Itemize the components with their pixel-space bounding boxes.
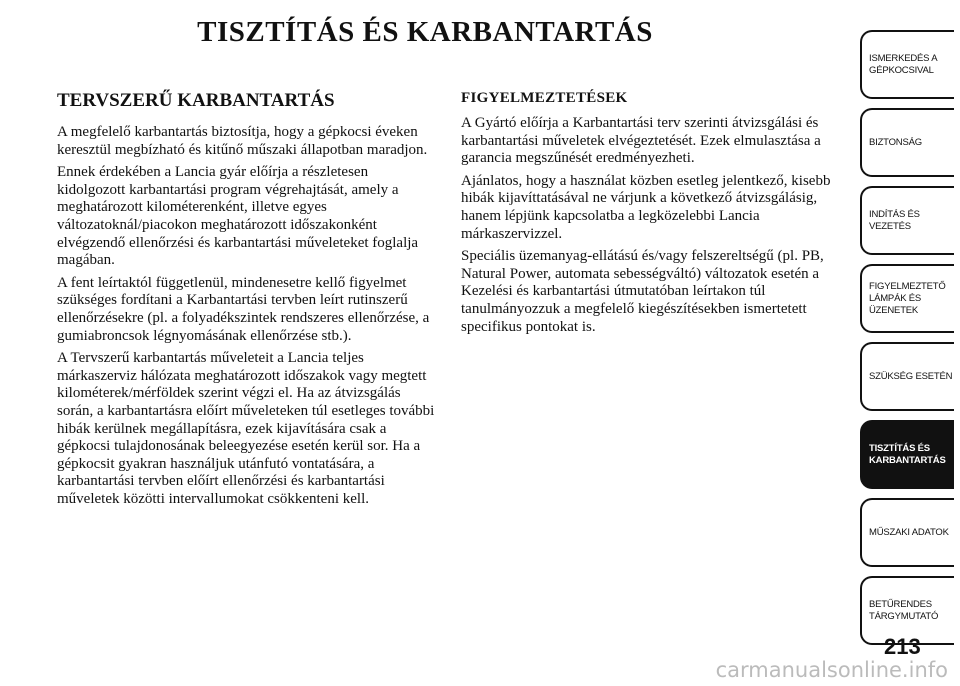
page-number: 213 <box>884 634 921 659</box>
section-heading: TERVSZERŰ KARBANTARTÁS <box>57 90 335 111</box>
tab-figyelmezteto[interactable]: FIGYELMEZTETŐ LÁMPÁK ÉS ÜZENETEK <box>860 264 954 333</box>
paragraph: A Tervszerű karbantartás műveleteit a Lancia teljes márkaszerviz hálózata meghatározott időszakok vagy megtett kilométerek/mérföldek szerint végzi el. Ha az átvizsgálás során, a karbantartásra előírt műveleteken túl esetleges további hibák kerülnek megállapításra, ezek kijavítására csak a gépkocsi tulajdonosának beleegyezése esetén kerül sor. Ha a gépkocsit gyakran használjuk utánfutó vontatására, a karbantartási tervben előírt ellenőrzési és karbantartási műveletek közötti intervallumokat csökkenteni kell. <box>57 350 435 507</box>
chapter-tabs <box>860 30 954 654</box>
left-column <box>57 90 437 513</box>
tab-szukseg-eseten[interactable]: SZÜKSÉG ESETÉN <box>860 342 954 411</box>
paragraph: A fent leírtaktól függetlenül, mindenesetre kellő figyelmet szükséges fordítani a Karbantartási tervben leírt rutinszerű ellenőrzésekre (pl. a folyadékszintek rendszeres ellenőrzése, a gumiabroncsok légnyomásának ellenőrzése stb.). <box>57 274 430 344</box>
warnings-heading: FIGYELMEZTETÉSEK <box>461 90 628 106</box>
paragraph: A Gyártó előírja a Karbantartási terv szerinti átvizsgálási és karbantartási műveletek elvégeztetését. Ezek elmulasztása a garancia megszűnését eredményezheti. <box>461 115 821 167</box>
tab-inditas[interactable]: INDÍTÁS ÉS VEZETÉS <box>860 186 954 255</box>
tab-biztonsag[interactable]: BIZTONSÁG <box>860 108 954 177</box>
paragraph: Ennek érdekében a Lancia gyár előírja a részletesen kidolgozott karbantartási program végrehajtását, amely a meghatározott kilométerenként, illetve egyes változatoknál/piacokon meghatározott időszakonként elvégzendő ellenőrzési és karbantartási műveleteket foglalja magában. <box>57 164 419 269</box>
tab-ismerkedes[interactable]: ISMERKEDÉS A GÉPKOCSIVAL <box>860 30 954 99</box>
paragraph: A megfelelő karbantartás biztosítja, hogy a gépkocsi éveken keresztül megbízható és kitűnő műszaki állapotban maradjon. <box>57 124 428 158</box>
page-title: TISZTÍTÁS ÉS KARBANTARTÁS <box>197 16 653 48</box>
paragraph: Ajánlatos, hogy a használat közben esetleg jelentkező, kisebb hibák kijavíttatásával ne várjunk a következő átvizsgálásig, hanem lépjünk kapcsolatba a legközelebbi Lancia márkaszervizzel. <box>461 172 831 242</box>
tab-muszaki-adatok[interactable]: MŰSZAKI ADATOK <box>860 498 954 567</box>
right-column <box>461 90 841 341</box>
paragraph: Speciális üzemanyag-ellátású és/vagy felszereltségű (pl. PB, Natural Power, automata sebességváltó) változatok esetén a Kezelési és karbantartási útmutatóban leírtakon túl tanulmányozzuk a megfelelő kiegészítésekben ismertetett specifikus pontokat is. <box>461 248 824 335</box>
tab-tisztitas-active[interactable]: TISZTÍTÁS ÉS KARBANTARTÁS <box>860 420 954 489</box>
tab-targymutato[interactable]: BETŰRENDES TÁRGYMUTATÓ <box>860 576 954 645</box>
watermark: carmanualsonline.info <box>715 658 948 682</box>
